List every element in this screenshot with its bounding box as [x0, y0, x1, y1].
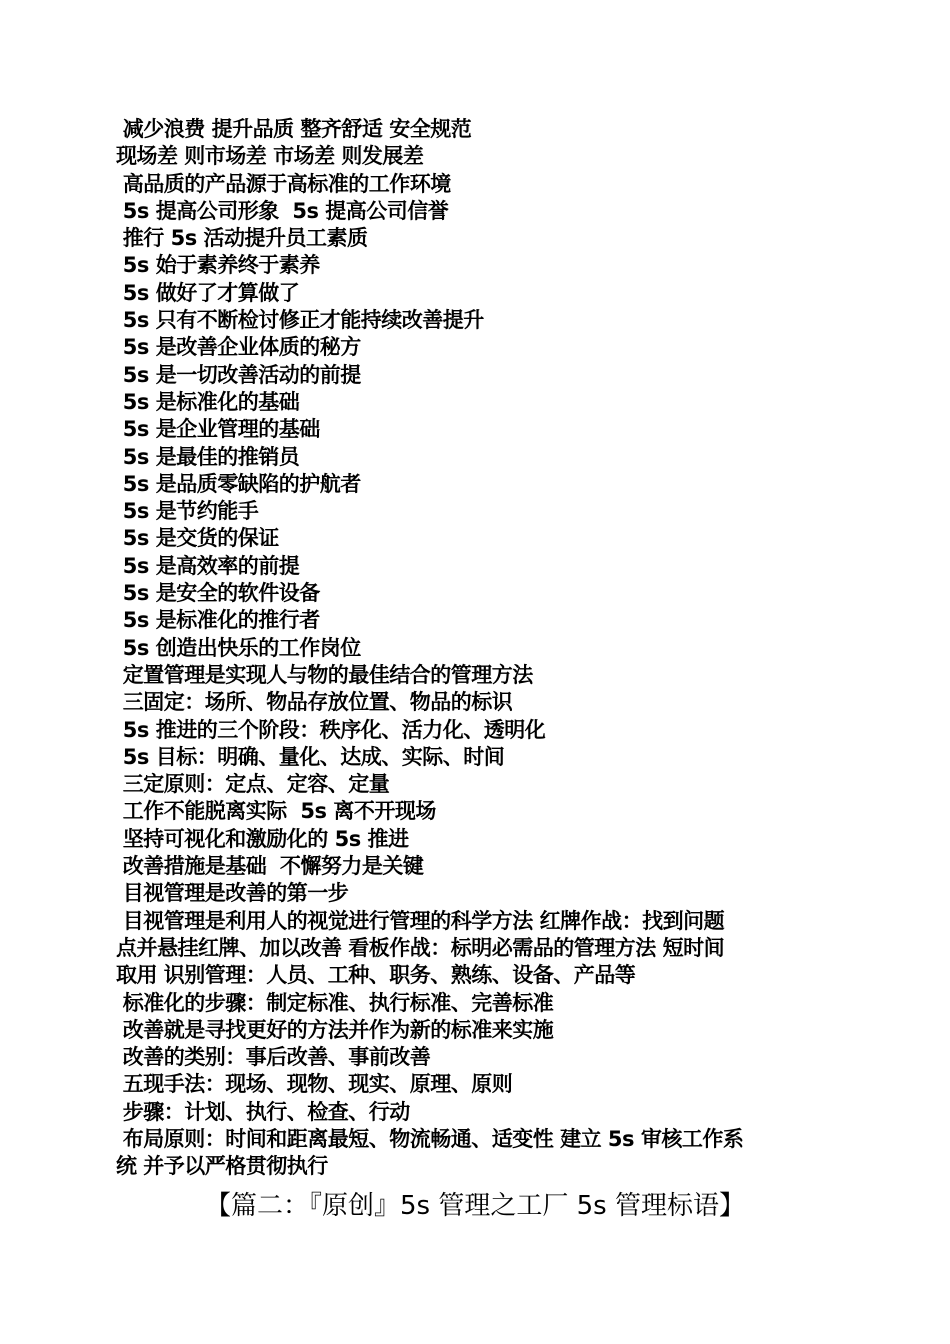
slogan-line: 高品质的产品源于高标准的工作环境 [116, 171, 451, 196]
slogan-line: 5s 是高效率的前提 [116, 553, 300, 578]
slogan-line: 5s 目标：明确、量化、达成、实际、时间 [116, 744, 505, 769]
slogan-line: 5s 是最佳的推销员 [116, 444, 300, 469]
slogan-line: 5s 是品质零缺陷的护航者 [116, 471, 361, 496]
slogan-list [116, 116, 846, 1181]
slogan-line: 5s 是企业管理的基础 [116, 417, 320, 442]
slogan-line: 5s 只有不断检讨修正才能持续改善提升 [116, 308, 484, 333]
slogan-line: 5s 是交货的保证 [116, 526, 279, 551]
slogan-line: 推行 5s 活动提升员工素质 [116, 226, 368, 251]
slogan-line: 5s 是安全的软件设备 [116, 581, 320, 606]
slogan-line: 减少浪费 提升品质 整齐舒适 安全规范 [116, 117, 472, 141]
slogan-line: 5s 推进的三个阶段：秩序化、活力化、透明化 [116, 717, 546, 742]
slogan-line: 三定原则：定点、定容、定量 [116, 772, 390, 797]
slogan-line: 5s 提高公司形象 5s 提高公司信誉 [116, 198, 449, 223]
slogan-line: 布局原则：时间和距离最短、物流畅通、适变性 建立 5s 审核工作系 [116, 1126, 744, 1151]
slogan-line: 步骤：计划、执行、检查、行动 [116, 1099, 410, 1124]
slogan-line: 改善措施是基础 不懈努力是关键 [116, 854, 424, 879]
slogan-line: 三固定：场所、物品存放位置、物品的标识 [116, 690, 513, 715]
slogan-line: 坚持可视化和激励化的 5s 推进 [116, 826, 409, 851]
section-heading: 【篇二：『原创』5s 管理之工厂 5s 管理标语】 [205, 1191, 745, 1221]
slogan-line: 取用 识别管理：人员、工种、职务、熟练、设备、产品等 [116, 963, 636, 988]
slogan-line: 5s 创造出快乐的工作岗位 [116, 635, 361, 660]
slogan-line: 五现手法：现场、现物、现实、原理、原则 [116, 1072, 513, 1097]
slogan-line: 5s 是节约能手 [116, 499, 259, 524]
slogan-line: 5s 是一切改善活动的前提 [116, 362, 361, 387]
slogan-line: 工作不能脱离实际 5s 离不开现场 [116, 799, 436, 824]
slogan-line: 改善就是寻找更好的方法并作为新的标准来实施 [116, 1017, 554, 1042]
slogan-line: 5s 是标准化的推行者 [116, 608, 320, 633]
slogan-line: 定置管理是实现人与物的最佳结合的管理方法 [116, 662, 533, 687]
slogan-line: 目视管理是利用人的视觉进行管理的科学方法 红牌作战：找到问题 [116, 908, 725, 933]
slogan-line: 5s 做好了才算做了 [116, 280, 300, 305]
slogan-line: 点并悬挂红牌、加以改善 看板作战：标明必需品的管理方法 短时间 [116, 935, 725, 960]
slogan-line: 5s 是标准化的基础 [116, 389, 300, 414]
slogan-line: 5s 是改善企业体质的秘方 [116, 335, 361, 360]
slogan-line: 目视管理是改善的第一步 [116, 881, 349, 906]
slogan-line: 统 并予以严格贯彻执行 [116, 1154, 328, 1179]
slogan-line: 改善的类别：事后改善、事前改善 [116, 1045, 431, 1070]
slogan-line: 标准化的步骤：制定标准、执行标准、完善标准 [116, 990, 554, 1015]
slogan-line: 现场差 则市场差 市场差 则发展差 [116, 144, 424, 169]
slogan-line: 5s 始于素养终于素养 [116, 253, 320, 278]
